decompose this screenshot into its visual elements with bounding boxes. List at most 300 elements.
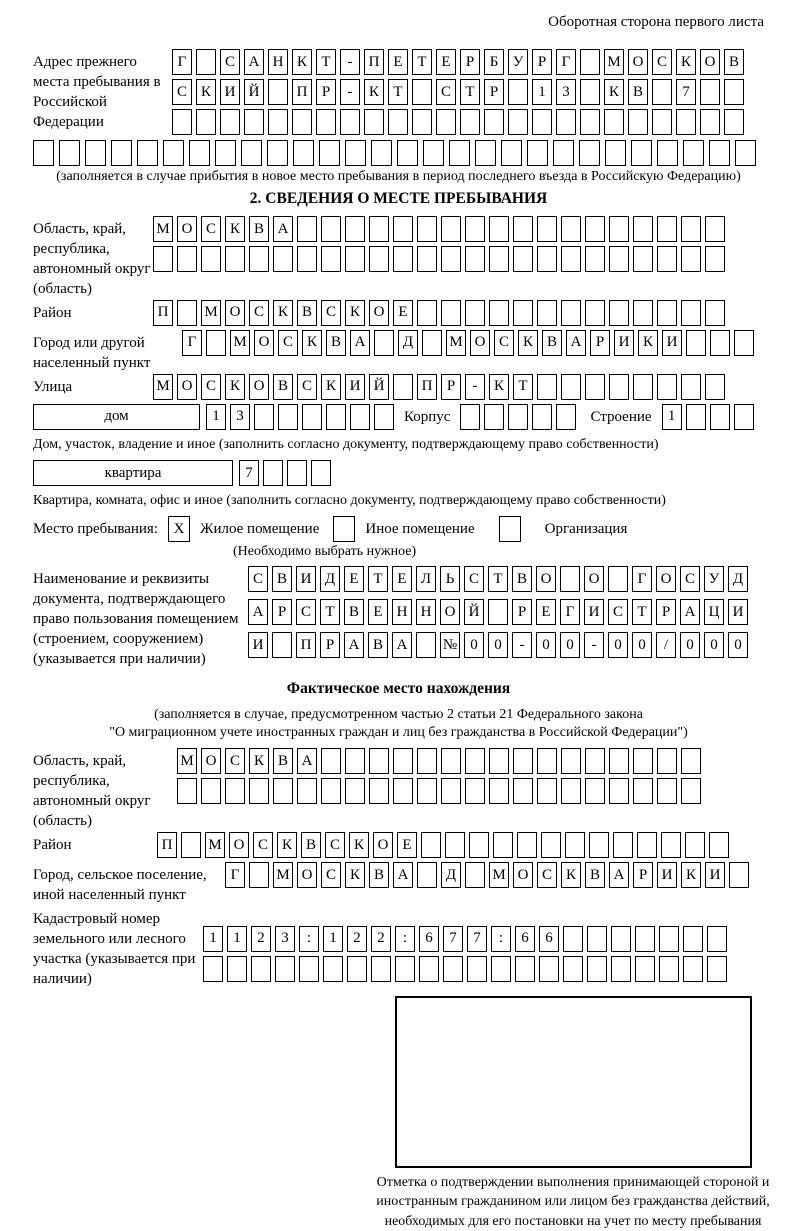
char-cell[interactable] <box>513 246 533 272</box>
char-cell[interactable]: 1 <box>662 404 682 430</box>
char-cell[interactable] <box>537 300 557 326</box>
char-cell[interactable]: Й <box>244 79 264 105</box>
char-cell[interactable] <box>635 956 655 982</box>
char-cell[interactable] <box>587 926 607 952</box>
char-cell[interactable]: Т <box>460 79 480 105</box>
char-cell[interactable]: У <box>704 566 724 592</box>
char-cell[interactable] <box>297 246 317 272</box>
char-cell[interactable] <box>734 404 754 430</box>
char-cell[interactable]: Р <box>512 599 532 625</box>
char-cell[interactable]: А <box>248 599 268 625</box>
char-cell[interactable] <box>449 140 470 166</box>
stay-type-checkbox-other-premises[interactable] <box>333 516 355 542</box>
char-cell[interactable]: С <box>436 79 456 105</box>
char-cell[interactable]: В <box>344 599 364 625</box>
char-cell[interactable] <box>683 140 704 166</box>
char-cell[interactable]: А <box>273 216 293 242</box>
char-cell[interactable] <box>541 832 561 858</box>
char-cell[interactable]: А <box>393 862 413 888</box>
char-cell[interactable] <box>491 956 511 982</box>
char-cell[interactable] <box>244 109 264 135</box>
char-cell[interactable]: С <box>608 599 628 625</box>
char-cell[interactable]: Е <box>344 566 364 592</box>
char-cell[interactable] <box>681 246 701 272</box>
char-cell[interactable] <box>293 140 314 166</box>
char-cell[interactable]: К <box>225 374 245 400</box>
char-cell[interactable] <box>421 832 441 858</box>
char-cell[interactable]: О <box>440 599 460 625</box>
char-cell[interactable] <box>419 956 439 982</box>
char-cell[interactable]: - <box>340 49 360 75</box>
char-cell[interactable] <box>369 246 389 272</box>
char-cell[interactable] <box>686 404 706 430</box>
char-cell[interactable] <box>527 140 548 166</box>
char-cell[interactable]: 0 <box>608 632 628 658</box>
char-cell[interactable]: И <box>614 330 634 356</box>
char-cell[interactable]: К <box>349 832 369 858</box>
char-cell[interactable] <box>681 374 701 400</box>
char-cell[interactable]: М <box>205 832 225 858</box>
char-cell[interactable] <box>585 374 605 400</box>
char-cell[interactable] <box>417 748 437 774</box>
char-cell[interactable] <box>326 404 346 430</box>
char-cell[interactable] <box>652 79 672 105</box>
char-cell[interactable] <box>707 956 727 982</box>
char-cell[interactable]: - <box>340 79 360 105</box>
char-cell[interactable] <box>609 216 629 242</box>
char-cell[interactable]: С <box>278 330 298 356</box>
char-cell[interactable] <box>436 109 456 135</box>
char-cell[interactable]: С <box>464 566 484 592</box>
char-cell[interactable]: Г <box>225 862 245 888</box>
char-cell[interactable] <box>189 140 210 166</box>
char-cell[interactable]: 6 <box>419 926 439 952</box>
char-cell[interactable]: И <box>220 79 240 105</box>
char-cell[interactable] <box>267 140 288 166</box>
char-cell[interactable] <box>710 330 730 356</box>
char-cell[interactable] <box>489 300 509 326</box>
char-cell[interactable] <box>369 748 389 774</box>
char-cell[interactable] <box>633 300 653 326</box>
char-cell[interactable] <box>393 374 413 400</box>
char-cell[interactable] <box>537 778 557 804</box>
char-cell[interactable] <box>513 748 533 774</box>
char-cell[interactable] <box>683 956 703 982</box>
char-cell[interactable] <box>489 246 509 272</box>
char-cell[interactable]: К <box>225 216 245 242</box>
char-cell[interactable] <box>321 778 341 804</box>
char-cell[interactable] <box>657 748 677 774</box>
char-cell[interactable]: П <box>417 374 437 400</box>
char-cell[interactable]: 6 <box>539 926 559 952</box>
char-cell[interactable]: С <box>325 832 345 858</box>
char-cell[interactable] <box>412 109 432 135</box>
char-cell[interactable]: М <box>201 300 221 326</box>
char-cell[interactable]: Р <box>484 79 504 105</box>
char-cell[interactable]: С <box>172 79 192 105</box>
char-cell[interactable]: В <box>512 566 532 592</box>
char-cell[interactable]: 6 <box>515 926 535 952</box>
char-cell[interactable] <box>683 926 703 952</box>
char-cell[interactable]: К <box>321 374 341 400</box>
char-cell[interactable]: К <box>638 330 658 356</box>
char-cell[interactable] <box>609 748 629 774</box>
char-cell[interactable]: С <box>321 862 341 888</box>
char-cell[interactable] <box>196 109 216 135</box>
char-cell[interactable]: Р <box>441 374 461 400</box>
char-cell[interactable]: Е <box>388 49 408 75</box>
char-cell[interactable]: В <box>273 374 293 400</box>
char-cell[interactable]: Г <box>182 330 202 356</box>
char-cell[interactable]: К <box>681 862 701 888</box>
char-cell[interactable]: К <box>489 374 509 400</box>
char-cell[interactable] <box>657 246 677 272</box>
char-cell[interactable] <box>561 300 581 326</box>
char-cell[interactable] <box>661 832 681 858</box>
char-cell[interactable] <box>657 140 678 166</box>
char-cell[interactable] <box>241 140 262 166</box>
char-cell[interactable] <box>633 778 653 804</box>
char-cell[interactable] <box>196 49 216 75</box>
char-cell[interactable] <box>393 216 413 242</box>
char-cell[interactable]: И <box>657 862 677 888</box>
char-cell[interactable] <box>181 832 201 858</box>
char-cell[interactable] <box>609 246 629 272</box>
char-cell[interactable]: Е <box>436 49 456 75</box>
char-cell[interactable] <box>685 832 705 858</box>
char-cell[interactable] <box>493 832 513 858</box>
char-cell[interactable] <box>59 140 80 166</box>
char-cell[interactable] <box>465 778 485 804</box>
char-cell[interactable] <box>513 216 533 242</box>
char-cell[interactable] <box>585 300 605 326</box>
char-cell[interactable]: Р <box>633 862 653 888</box>
char-cell[interactable] <box>676 109 696 135</box>
char-cell[interactable]: В <box>585 862 605 888</box>
char-cell[interactable]: Т <box>388 79 408 105</box>
char-cell[interactable]: А <box>566 330 586 356</box>
char-cell[interactable] <box>609 778 629 804</box>
char-cell[interactable]: Т <box>320 599 340 625</box>
char-cell[interactable] <box>163 140 184 166</box>
char-cell[interactable] <box>249 778 269 804</box>
char-cell[interactable] <box>469 832 489 858</box>
char-cell[interactable] <box>177 246 197 272</box>
char-cell[interactable]: К <box>364 79 384 105</box>
char-cell[interactable] <box>561 748 581 774</box>
char-cell[interactable] <box>565 832 585 858</box>
char-cell[interactable]: К <box>604 79 624 105</box>
char-cell[interactable] <box>609 374 629 400</box>
char-cell[interactable]: О <box>201 748 221 774</box>
char-cell[interactable] <box>374 330 394 356</box>
char-cell[interactable] <box>561 216 581 242</box>
char-cell[interactable] <box>33 140 54 166</box>
char-cell[interactable]: И <box>662 330 682 356</box>
char-cell[interactable] <box>220 109 240 135</box>
char-cell[interactable]: К <box>345 862 365 888</box>
char-cell[interactable] <box>604 109 624 135</box>
char-cell[interactable] <box>397 140 418 166</box>
char-cell[interactable]: Р <box>532 49 552 75</box>
char-cell[interactable] <box>297 778 317 804</box>
char-cell[interactable]: / <box>656 632 676 658</box>
char-cell[interactable] <box>700 79 720 105</box>
char-cell[interactable]: Д <box>728 566 748 592</box>
char-cell[interactable]: С <box>296 599 316 625</box>
char-cell[interactable] <box>345 748 365 774</box>
char-cell[interactable] <box>580 49 600 75</box>
char-cell[interactable] <box>287 460 307 486</box>
char-cell[interactable] <box>513 778 533 804</box>
char-cell[interactable] <box>657 374 677 400</box>
char-cell[interactable]: М <box>153 216 173 242</box>
char-cell[interactable] <box>537 216 557 242</box>
char-cell[interactable] <box>585 748 605 774</box>
char-cell[interactable] <box>278 404 298 430</box>
char-cell[interactable] <box>585 778 605 804</box>
char-cell[interactable]: 1 <box>227 926 247 952</box>
char-cell[interactable]: 7 <box>676 79 696 105</box>
char-cell[interactable]: 7 <box>443 926 463 952</box>
char-cell[interactable] <box>323 956 343 982</box>
char-cell[interactable]: А <box>297 748 317 774</box>
char-cell[interactable] <box>700 109 720 135</box>
char-cell[interactable] <box>371 140 392 166</box>
char-cell[interactable]: 2 <box>371 926 391 952</box>
char-cell[interactable]: Н <box>268 49 288 75</box>
char-cell[interactable]: П <box>364 49 384 75</box>
char-cell[interactable]: К <box>273 300 293 326</box>
char-cell[interactable] <box>201 246 221 272</box>
char-cell[interactable]: 0 <box>536 632 556 658</box>
char-cell[interactable]: О <box>470 330 490 356</box>
char-cell[interactable] <box>441 778 461 804</box>
char-cell[interactable]: - <box>465 374 485 400</box>
char-cell[interactable] <box>484 109 504 135</box>
char-cell[interactable] <box>611 956 631 982</box>
char-cell[interactable] <box>441 216 461 242</box>
char-cell[interactable] <box>225 246 245 272</box>
char-cell[interactable]: О <box>297 862 317 888</box>
char-cell[interactable]: Д <box>398 330 418 356</box>
char-cell[interactable] <box>508 109 528 135</box>
char-cell[interactable]: И <box>705 862 725 888</box>
char-cell[interactable] <box>321 748 341 774</box>
char-cell[interactable]: И <box>345 374 365 400</box>
char-cell[interactable] <box>268 79 288 105</box>
char-cell[interactable]: А <box>350 330 370 356</box>
char-cell[interactable]: В <box>249 216 269 242</box>
char-cell[interactable] <box>659 926 679 952</box>
char-cell[interactable]: Р <box>460 49 480 75</box>
char-cell[interactable] <box>467 956 487 982</box>
char-cell[interactable]: Д <box>320 566 340 592</box>
char-cell[interactable]: Г <box>172 49 192 75</box>
char-cell[interactable]: К <box>196 79 216 105</box>
char-cell[interactable]: 0 <box>704 632 724 658</box>
char-cell[interactable]: О <box>177 216 197 242</box>
char-cell[interactable]: С <box>248 566 268 592</box>
char-cell[interactable]: 0 <box>632 632 652 658</box>
char-cell[interactable] <box>311 460 331 486</box>
char-cell[interactable]: П <box>292 79 312 105</box>
char-cell[interactable] <box>657 778 677 804</box>
char-cell[interactable] <box>345 216 365 242</box>
char-cell[interactable] <box>395 956 415 982</box>
char-cell[interactable] <box>707 926 727 952</box>
char-cell[interactable]: Р <box>320 632 340 658</box>
char-cell[interactable]: С <box>201 216 221 242</box>
char-cell[interactable] <box>628 109 648 135</box>
char-cell[interactable] <box>587 956 607 982</box>
char-cell[interactable]: К <box>249 748 269 774</box>
char-cell[interactable]: А <box>344 632 364 658</box>
char-cell[interactable]: Е <box>393 300 413 326</box>
char-cell[interactable] <box>585 216 605 242</box>
char-cell[interactable]: И <box>728 599 748 625</box>
char-cell[interactable]: И <box>248 632 268 658</box>
char-cell[interactable] <box>302 404 322 430</box>
char-cell[interactable]: : <box>491 926 511 952</box>
char-cell[interactable] <box>206 330 226 356</box>
char-cell[interactable]: Г <box>556 49 576 75</box>
char-cell[interactable]: К <box>302 330 322 356</box>
char-cell[interactable] <box>563 926 583 952</box>
char-cell[interactable]: О <box>656 566 676 592</box>
char-cell[interactable] <box>681 300 701 326</box>
char-cell[interactable]: Т <box>412 49 432 75</box>
char-cell[interactable]: В <box>326 330 346 356</box>
char-cell[interactable]: С <box>321 300 341 326</box>
char-cell[interactable]: 1 <box>532 79 552 105</box>
char-cell[interactable] <box>561 374 581 400</box>
char-cell[interactable]: Б <box>484 49 504 75</box>
char-cell[interactable] <box>443 956 463 982</box>
char-cell[interactable] <box>345 140 366 166</box>
char-cell[interactable] <box>657 300 677 326</box>
char-cell[interactable] <box>297 216 317 242</box>
char-cell[interactable]: К <box>518 330 538 356</box>
char-cell[interactable] <box>177 778 197 804</box>
char-cell[interactable] <box>263 460 283 486</box>
char-cell[interactable] <box>729 862 749 888</box>
char-cell[interactable] <box>137 140 158 166</box>
char-cell[interactable]: А <box>244 49 264 75</box>
char-cell[interactable] <box>249 862 269 888</box>
char-cell[interactable] <box>225 778 245 804</box>
char-cell[interactable] <box>561 246 581 272</box>
char-cell[interactable] <box>659 956 679 982</box>
char-cell[interactable]: 0 <box>488 632 508 658</box>
char-cell[interactable] <box>735 140 756 166</box>
char-cell[interactable]: Г <box>560 599 580 625</box>
char-cell[interactable]: Е <box>536 599 556 625</box>
char-cell[interactable] <box>705 300 725 326</box>
char-cell[interactable] <box>371 956 391 982</box>
char-cell[interactable]: С <box>494 330 514 356</box>
char-cell[interactable] <box>508 79 528 105</box>
char-cell[interactable]: Т <box>632 599 652 625</box>
char-cell[interactable] <box>441 748 461 774</box>
char-cell[interactable] <box>316 109 336 135</box>
char-cell[interactable]: В <box>628 79 648 105</box>
char-cell[interactable]: К <box>676 49 696 75</box>
char-cell[interactable] <box>501 140 522 166</box>
char-cell[interactable] <box>85 140 106 166</box>
char-cell[interactable]: : <box>395 926 415 952</box>
char-cell[interactable]: М <box>273 862 293 888</box>
char-cell[interactable]: В <box>368 632 388 658</box>
char-cell[interactable]: С <box>253 832 273 858</box>
char-cell[interactable]: 3 <box>230 404 250 430</box>
char-cell[interactable]: 3 <box>556 79 576 105</box>
char-cell[interactable]: С <box>201 374 221 400</box>
char-cell[interactable] <box>251 956 271 982</box>
char-cell[interactable]: О <box>254 330 274 356</box>
char-cell[interactable] <box>388 109 408 135</box>
char-cell[interactable]: С <box>225 748 245 774</box>
char-cell[interactable] <box>489 748 509 774</box>
char-cell[interactable] <box>561 778 581 804</box>
char-cell[interactable] <box>705 246 725 272</box>
char-cell[interactable]: Г <box>632 566 652 592</box>
char-cell[interactable]: С <box>652 49 672 75</box>
char-cell[interactable] <box>734 330 754 356</box>
char-cell[interactable] <box>563 956 583 982</box>
char-cell[interactable]: В <box>272 566 292 592</box>
char-cell[interactable] <box>340 109 360 135</box>
char-cell[interactable]: О <box>177 374 197 400</box>
char-cell[interactable]: О <box>628 49 648 75</box>
char-cell[interactable]: Т <box>316 49 336 75</box>
char-cell[interactable] <box>710 404 730 430</box>
char-cell[interactable] <box>292 109 312 135</box>
char-cell[interactable] <box>488 599 508 625</box>
char-cell[interactable] <box>319 140 340 166</box>
char-cell[interactable] <box>609 300 629 326</box>
char-cell[interactable]: 0 <box>464 632 484 658</box>
char-cell[interactable] <box>475 140 496 166</box>
char-cell[interactable] <box>254 404 274 430</box>
char-cell[interactable] <box>724 109 744 135</box>
char-cell[interactable] <box>275 956 295 982</box>
char-cell[interactable] <box>201 778 221 804</box>
char-cell[interactable] <box>393 246 413 272</box>
char-cell[interactable]: А <box>609 862 629 888</box>
char-cell[interactable]: 7 <box>239 460 259 486</box>
char-cell[interactable] <box>417 216 437 242</box>
char-cell[interactable] <box>537 374 557 400</box>
char-cell[interactable] <box>460 404 480 430</box>
char-cell[interactable]: 0 <box>560 632 580 658</box>
char-cell[interactable] <box>465 748 485 774</box>
char-cell[interactable] <box>681 216 701 242</box>
char-cell[interactable] <box>681 778 701 804</box>
char-cell[interactable]: В <box>273 748 293 774</box>
char-cell[interactable] <box>705 374 725 400</box>
char-cell[interactable] <box>686 330 706 356</box>
char-cell[interactable] <box>681 748 701 774</box>
char-cell[interactable] <box>345 778 365 804</box>
char-cell[interactable] <box>172 109 192 135</box>
char-cell[interactable] <box>539 956 559 982</box>
char-cell[interactable] <box>553 140 574 166</box>
char-cell[interactable] <box>613 832 633 858</box>
char-cell[interactable] <box>215 140 236 166</box>
char-cell[interactable] <box>633 216 653 242</box>
char-cell[interactable]: Е <box>392 566 412 592</box>
